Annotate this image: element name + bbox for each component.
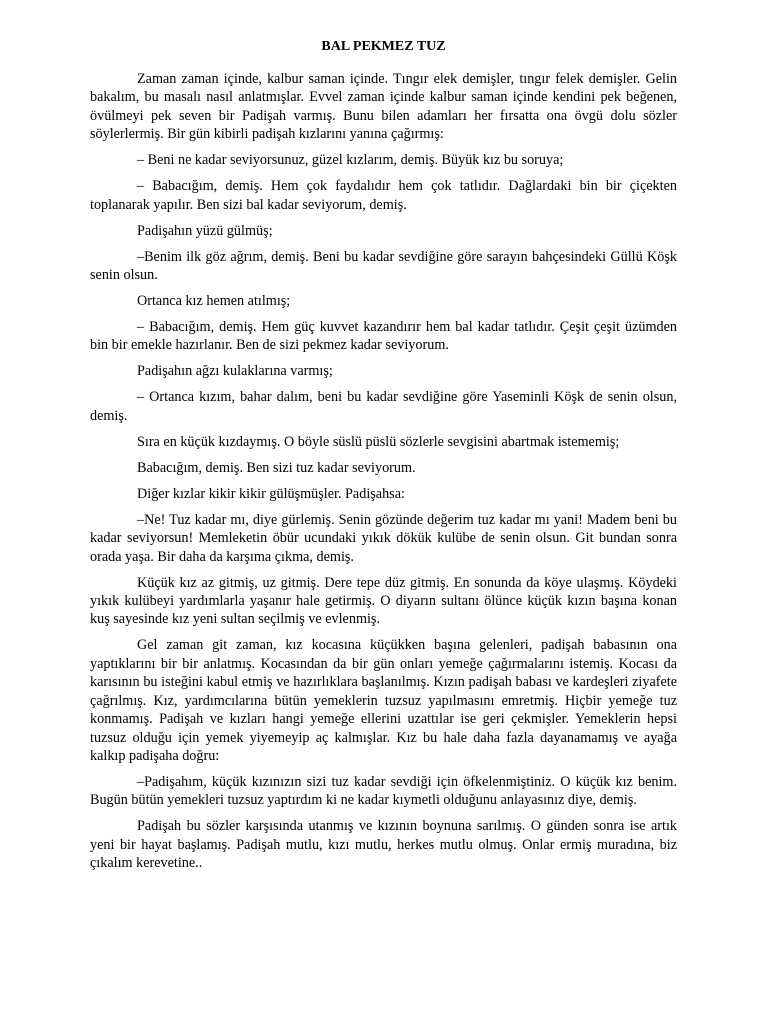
paragraph: Gel zaman git zaman, kız kocasına küçükken başına gelenleri, padişah babasının ona yaptıklarını bir bir anlatmış. Kocasından da bir gün onları yemeğe çağırmalarını istemiş. Kocası da karısının bu isteğini kabul etmiş ve hazırlıklara başlanılmış. Kızın padişah babası ve kardeşleri ziyafete çağrılmış. Kız, yardımcılarına bütün yemeklerin tuzsuz yapılmasını emretmiş. Hiçbir yemeğe tuz konmamış. Padişah ve kızları hangi yemeğe ellerini uzattılar ise geri çekmişler. Yemeklerin hepsi tuzsuz olduğu için yemek yiyemeyip aç kalmışlar. Kız bu hale daha fazla dayanamamış ve ayağa kalkıp padişaha doğru: — [90, 637, 677, 764]
paragraph: –Padişahım, küçük kızınızın sizi tuz kadar sevdiği için öfkelenmiştiniz. O küçük kız benim. Bugün bütün yemekleri tuzsuz yaptırdım ki ne kadar kıymetli olduğunu anlayasınız diye, demiş. — [90, 773, 677, 809]
paragraph: Diğer kızlar kikir kikir gülüşmüşler. Padişahsa: — [137, 485, 405, 502]
paragraph: – Beni ne kadar seviyorsunuz, güzel kızlarım, demiş. Büyük kız bu soruya; — [137, 152, 564, 169]
paragraph: Padişahın ağzı kulaklarına varmış; — [137, 363, 333, 380]
paragraph: Padişah bu sözler karşısında utanmış ve kızının boynuna sarılmış. O günden sonra ise artık yeni bir hayat başlamış. Padişah mutlu, kızı mutlu, herkes mutlu olmuş. Onlar ermiş muradına, biz çıkalım kerevetine.. — [90, 818, 677, 872]
paragraph: – Babacığım, demiş. Hem çok faydalıdır hem çok tatlıdır. Dağlardaki bin bir çiçekten toplanarak yapılır. Ben sizi bal kadar seviyorum, demiş. — [90, 178, 677, 213]
paragraph: Küçük kız az gitmiş, uz gitmiş. Dere tepe düz gitmiş. En sonunda da köye ulaşmış. Köydeki yıkık kulübeyi yardımlarla yaşanır hale getirmiş. O diyarın sultanı ölünce küçük kızın başına konan kuş sayesinde kız yeni sultan seçilmiş ve evlenmiş. — [90, 574, 677, 628]
paragraph: Sıra en küçük kızdaymış. O böyle süslü püslü sözlerle sevgisini abartmak istememiş; — [137, 433, 620, 450]
paragraph: Babacığım, demiş. Ben sizi tuz kadar seviyorum. — [137, 459, 416, 476]
paragraph: – Ortanca kızım, bahar dalım, beni bu kadar sevdiğine göre Yaseminli Köşk de senin olsun, demiş. — [90, 389, 677, 424]
document-title: BAL PEKMEZ TUZ — [321, 39, 446, 54]
paragraph: Zaman zaman içinde, kalbur saman içinde. Tıngır elek demişler, tıngır felek demişler. Gelin bakalım, bu masalı nasıl anlatmışlar. Evvel zaman içinde kalbur saman içinde kendini pek beğenen, övülmeyi pek seven bir Padişah varmış. Bunu bilen adamları her fırsatta ona övgü dolu sözler söylerlermiş. Bir gün kibirli padişah kızlarını yanına çağırmış: — [90, 71, 677, 143]
paragraph: –Benim ilk göz ağrım, demiş. Beni bu kadar sevdiğine göre sarayın bahçesindeki Güllü Köşk senin olsun. — [90, 248, 677, 284]
paragraph: Padişahın yüzü gülmüş; — [137, 222, 273, 239]
paragraph: Ortanca kız hemen atılmış; — [137, 293, 291, 310]
paragraph: –Ne! Tuz kadar mı, diye gürlemiş. Senin gözünde değerim tuz kadar mı yani! Madem beni bu kadar seviyorsun! Memleketin öbür ucundaki yıkık dökük kulübe de senin olsun. Git bundan sonra orada yaşa. Bir daha da karşıma çıkma, demiş. — [90, 511, 677, 565]
document-page — [90, 38, 677, 880]
paragraph: – Babacığım, demiş. Hem güç kuvvet kazandırır hem bal kadar tatlıdır. Çeşit çeşit üzümden bin bir emekle hazırlanır. Ben de sizi pekmez kadar seviyorum. — [90, 319, 677, 354]
